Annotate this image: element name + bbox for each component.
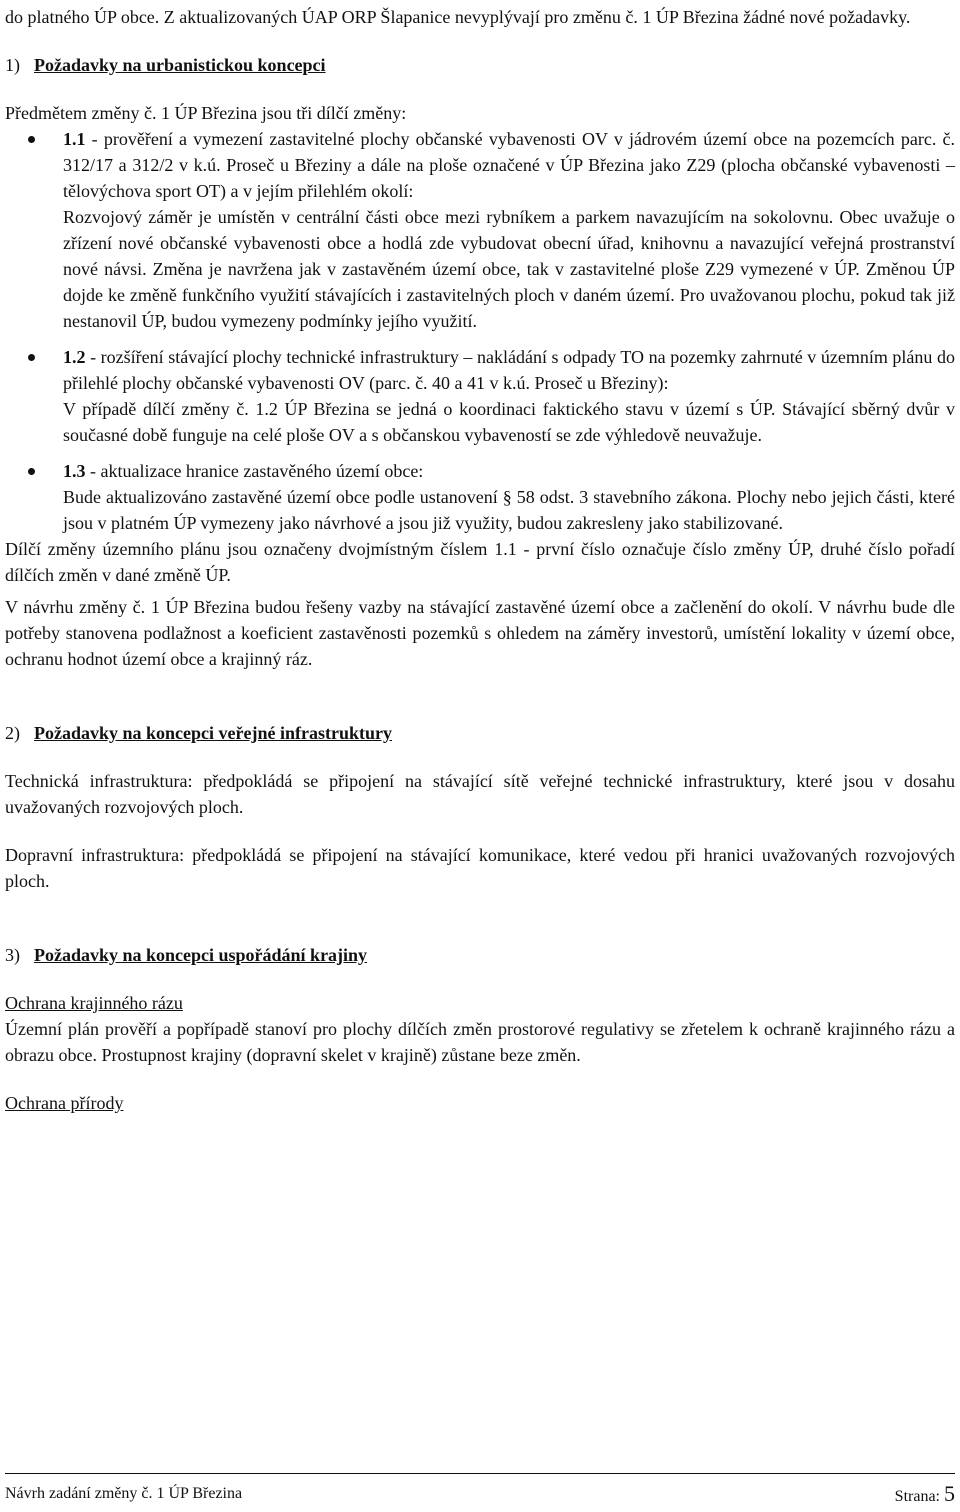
change-description: - rozšíření stávající plochy technické infrastruktury – nakládání s odpady TO na pozemky zahrnuté v územním plánu do přilehlé plochy občanské vybavenosti OV (parc. č. 40 a 41 v k.ú. Proseč u Březiny): xyxy=(63,347,955,393)
intro-paragraph: do platného ÚP obce. Z aktualizovaných ÚAP ORP Šlapanice nevyplývají pro změnu č. 1 ÚP Březina žádné nové požadavky. xyxy=(5,7,911,27)
section2-title: Požadavky na koncepci veřejné infrastruktury xyxy=(34,723,392,743)
footer-page-number: 5 xyxy=(944,1481,955,1506)
change-number: 1.2 xyxy=(63,347,86,367)
change-description: - aktualizace hranice zastavěného území obce: xyxy=(85,461,424,481)
change-item-1-2 xyxy=(5,344,955,448)
transport-infrastructure-paragraph: Dopravní infrastruktura: předpokládá se připojení na stávající komunikace, které vedou při hranici uvažovaných rozvojových ploch. xyxy=(5,845,955,891)
change-description: - prověření a vymezení zastavitelné plochy občanské vybavenosti OV v jádrovém území obce na pozemcích parc. č. 312/17 a 312/2 v k.ú. Proseč u Březiny a dále na ploše označené v ÚP Březina jako Z29 (plocha občanské vybavenosti – tělovýchova sport OT) a v jejím přilehlém okolí: xyxy=(63,129,955,201)
section1-lead: Předmětem změny č. 1 ÚP Březina jsou tři dílčí změny: xyxy=(5,103,407,123)
section2-number: 2) xyxy=(5,723,20,743)
page-footer xyxy=(5,1473,955,1507)
section3-title: Požadavky na koncepci uspořádání krajiny xyxy=(34,945,368,965)
landscape-protection-paragraph: Územní plán prověří a popřípadě stanoví pro plochy dílčích změn prostorové regulativy se zřetelem k ochraně krajinného rázu a obrazu obce. Prostupnost krajiny (dopravní skelet v krajině) zůstane beze změn. xyxy=(5,1019,955,1065)
technical-infrastructure-paragraph: Technická infrastruktura: předpokládá se připojení na stávající sítě veřejné technické infrastruktury, které jsou v dosahu uvažovaných rozvojových ploch. xyxy=(5,771,955,817)
footer-document-title: Návrh zadání změny č. 1 ÚP Březina xyxy=(5,1485,243,1502)
change-list xyxy=(5,126,955,536)
change-detail: Rozvojový záměr je umístěn v centrální části obce mezi rybníkem a parkem navazujícím na sokolovnu. Obec uvažuje o zřízení nové občanské vybavenosti obce a hodlá zde vybudovat obecní úřad, knihovnu a navazující veřejná prostranství nové návsi. Změna je navržena jak v zastavěném území obce, tak v zastavitelné ploše Z29 vymezené v ÚP. Změnou ÚP dojde ke změně funkčního využití stávajících i zastavitelných ploch v daném území. Pro uvažovanou plochu, pokud tak již nestanovil ÚP, budou vymezeny podmínky jejího využití. xyxy=(63,207,955,331)
change-item-text xyxy=(63,126,955,204)
change-item-text xyxy=(63,344,955,396)
section1-title: Požadavky na urbanistickou koncepci xyxy=(34,55,326,75)
section1-number: 1) xyxy=(5,55,20,75)
nature-protection-subheading: Ochrana přírody xyxy=(5,1093,124,1113)
footer-page-label: Strana: xyxy=(894,1488,940,1505)
bullet-icon xyxy=(28,136,35,143)
document-page xyxy=(5,4,955,1116)
design-note: V návrhu změny č. 1 ÚP Březina budou řešeny vazby na stávající zastavěné území obce a začlenění do okolí. V návrhu bude dle potřeby stanovena podlažnost a koeficient zastavěnosti pozemků s ohledem na záměry investorů, umístění lokality v území obce, ochranu hodnot území obce a krajinný ráz. xyxy=(5,597,955,669)
change-detail: Bude aktualizováno zastavěné území obce podle ustanovení § 58 odst. 3 stavebního zákona. Plochy nebo jejich části, které jsou v platném ÚP vymezeny jako návrhové a jsou již využity, budou zakresleny jako stabilizované. xyxy=(63,487,955,533)
section2-heading xyxy=(5,720,955,746)
numbering-note: Dílčí změny územního plánu jsou označeny dvojmístným číslem 1.1 - první číslo označuje číslo změny ÚP, druhé číslo pořadí dílčích změn v dané změně ÚP. xyxy=(5,539,955,585)
change-number: 1.1 xyxy=(63,129,86,149)
change-detail: V případě dílčí změny č. 1.2 ÚP Březina se jedná o koordinaci faktického stavu v území s ÚP. Stávající sběrný dvůr v současné době funguje na celé ploše OV a s občanskou vybaveností se zde výhledově neuvažuje. xyxy=(63,399,955,445)
change-number: 1.3 xyxy=(63,461,86,481)
change-item-text xyxy=(63,458,955,484)
change-item-1-1 xyxy=(5,126,955,334)
landscape-protection-subheading: Ochrana krajinného rázu xyxy=(5,993,183,1013)
bullet-icon xyxy=(28,468,35,475)
footer-page-indicator xyxy=(894,1481,955,1507)
section1-heading xyxy=(5,52,955,78)
change-item-1-3 xyxy=(5,458,955,536)
section3-number: 3) xyxy=(5,945,20,965)
bullet-icon xyxy=(28,354,35,361)
section3-heading xyxy=(5,942,955,968)
